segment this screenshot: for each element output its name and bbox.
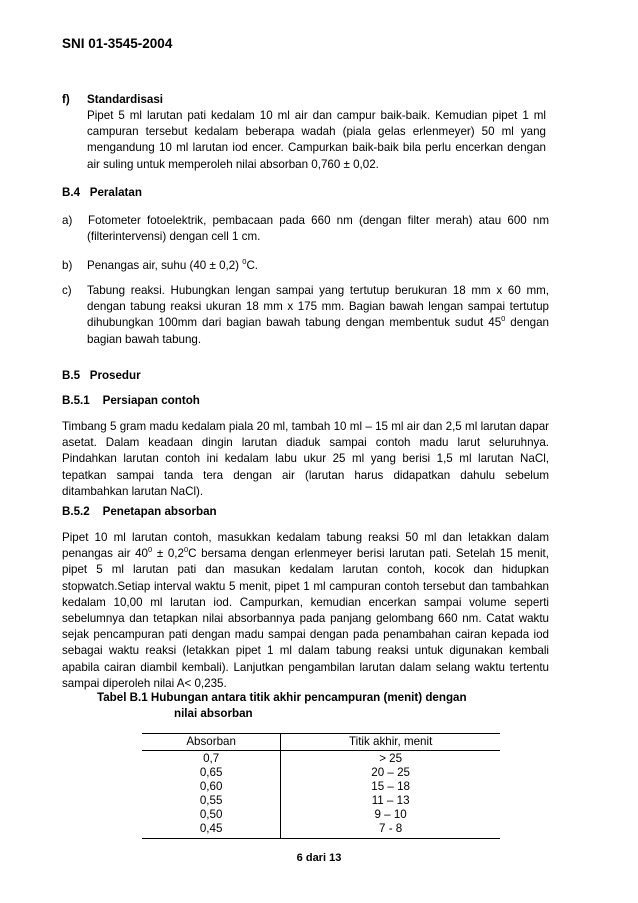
table-cell: 0,45 [142, 822, 281, 839]
table-cell: 20 – 25 [371, 766, 410, 779]
section-b52-body: Pipet 10 ml larutan contoh, masukkan kedalam tabung reaksi 50 ml dan letakkan dalam penangas air $40^0 \pm 0,2^0C$ bersama dengan erlenmeyer berisi larutan pati. Setelah 15 menit, pipet 5 ml larutan pati dan masukan kedalam larutan contoh, kocok dan hidupkan stopwatch.Setiap interval waktu 5 menit, pipet 1 ml campuran contoh tersebut dan tambahkan kedalam 10,00 ml larutan iod. Campurkan, kemudian encerkan sampai volume seperti sebelumnya dan tetapkan nilai absorbannya pada panjang gelombang 660 nm. Catat waktu sejak pencampuran pati dengan madu sampai dengan pada penambahan cairan kepada iod sebagai waktu reaksi (letakkan pipet 1 ml dalam tabung reaksi untuk digunakan kembali apabila cairan diambil kembali). Lanjutkan pengambilan larutan dalam selang waktu tertentu sampai diperoleh nilai A< 0,235. [62, 531, 550, 690]
table-row [142, 808, 500, 822]
table-cell: 0,7 [142, 751, 281, 767]
table-cell: 0,60 [142, 780, 281, 794]
table-cell: 0,55 [142, 794, 281, 808]
column-header-absorban: Absorban [142, 734, 281, 751]
table-cell: 15 – 18 [371, 780, 410, 793]
section-f-label: f) [62, 93, 70, 106]
b4-item-b-text: Penangas air, suhu (40 ± 0,2) $^0$C. [87, 257, 259, 272]
table-row [142, 751, 500, 767]
table-cell: 7 - 8 [379, 822, 403, 835]
section-f-title: Standardisasi [87, 93, 164, 106]
section-b5-title: B.5 Prosedur [62, 369, 141, 382]
table-row [142, 822, 500, 839]
section-f-body: Pipet 5 ml larutan pati kedalam 10 ml air dan campur baik-baik. Kemudian pipet 1 ml campuran tersebut kedalam beberapa wadah (piala gelas erlenmeyer) 50 ml yang mengandung 10 ml larutan iod encer. Campurkan baik-baik bila perlu encerkan dengan air suling untuk memperoleh nilai absorban 0,760 ± 0,02. [87, 109, 546, 171]
table-cell: 11 – 13 [371, 794, 410, 807]
section-b51-body: Timbang 5 gram madu kedalam piala 20 ml, tambah 10 ml – 15 ml air dan 2,5 ml larutan dapar asetat. Dalam keadaan dingin larutan diaduk sampai contoh madu larut seluruhnya. Pindahkan larutan contoh ini kedalam labu ukur 25 ml yang berisi 1,5 ml larutan NaCl, tepatkan sampai tanda tera dengan air (larutan harus didapatkan dahulu sebelum ditambahkan larutan NaCl). [62, 420, 549, 498]
table-row [142, 766, 500, 780]
page-number: 6 dari 13 [296, 852, 342, 864]
table-header-row [142, 734, 500, 751]
table-cell: 0,65 [142, 766, 281, 780]
b4-item-c-text: Tabung reaksi. Hubungkan lengan sampai yang tertutup berukuran 18 mm x 60 mm, dengan tabung reaksi ukuran 18 mm x 175 mm. Bagian bawah lengan sampai tertutup dihubungkan 100mm dari bagian bawah tabung dengan membentuk sudut $45^0$ dengan bagian bawah tabung. [87, 284, 549, 346]
table-cell: 9 – 10 [374, 808, 407, 821]
table-cell: 0,50 [142, 808, 281, 822]
section-b4-title: B.4 Peralatan [62, 186, 142, 199]
table-row [142, 794, 500, 808]
b4-item-b-label: b) [62, 259, 73, 272]
document-id: SNI 01-3545-2004 [62, 36, 173, 51]
table-row [142, 780, 500, 794]
table-caption-line-2: nilai absorban [174, 707, 253, 721]
table-caption [97, 690, 467, 722]
absorbance-table [142, 733, 500, 839]
b4-item-a-text: Fotometer fotoelektrik, pembacaan pada 660 nm (dengan filter merah) atau 600 nm (filterintervensi) dengan cell 1 cm. [87, 214, 549, 244]
section-b52-title: B.5.2 Penetapan absorban [62, 505, 217, 518]
section-b51-title: B.5.1 Persiapan contoh [62, 394, 200, 407]
column-header-titik-akhir: Titik akhir, menit [281, 734, 500, 751]
table-caption-line-1: Tabel B.1 Hubungan antara titik akhir pencampuran (menit) dengan [97, 691, 467, 704]
b4-item-c-label: c) [62, 284, 72, 297]
table-cell: > 25 [379, 752, 403, 765]
b4-item-a-label: a) [62, 214, 73, 227]
